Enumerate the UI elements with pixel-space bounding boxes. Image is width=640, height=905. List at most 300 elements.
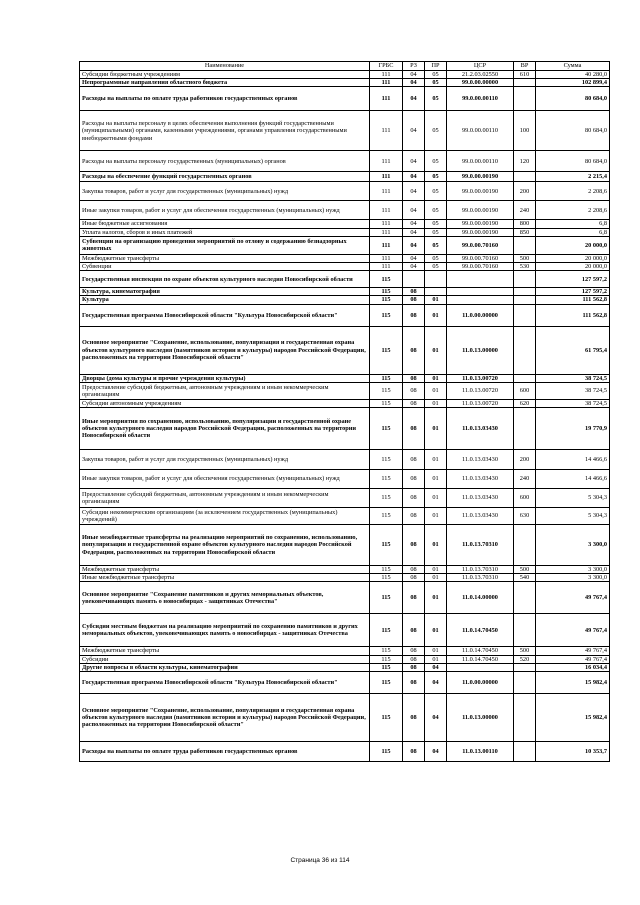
header-rz: РЗ bbox=[403, 62, 425, 71]
cell-rz: 08 bbox=[403, 374, 425, 382]
cell-name: Основное мероприятие "Сохранение, использование, популяризация и государственная охрана объектов культурного наследия (памятников истории и культуры) народов Российской Федерации, расположенных на территории Новосибирской области" bbox=[80, 694, 370, 742]
table-row bbox=[80, 374, 610, 382]
cell-vr bbox=[514, 326, 536, 374]
cell-pr: 01 bbox=[425, 296, 447, 304]
table-row bbox=[80, 672, 610, 694]
cell-sum: 3 300,0 bbox=[536, 574, 610, 582]
table-row bbox=[80, 566, 610, 574]
header-pr: ПР bbox=[425, 62, 447, 71]
cell-sum: 38 724,5 bbox=[536, 382, 610, 399]
cell-vr bbox=[514, 79, 536, 87]
cell-name: Субсидии местным бюджетам на реализацию мероприятий по сохранению памятников и других мемориальных объектов, увековечивающих память о новосибирцах - защитниках Отечества bbox=[80, 614, 370, 647]
cell-csr bbox=[447, 296, 514, 304]
header-vr: ВР bbox=[514, 62, 536, 71]
table-row bbox=[80, 450, 610, 470]
table-row bbox=[80, 79, 610, 87]
cell-rz: 08 bbox=[403, 655, 425, 663]
cell-pr: 05 bbox=[425, 254, 447, 262]
cell-name: Расходы на обеспечение функций государственных органов bbox=[80, 172, 370, 182]
table-row bbox=[80, 489, 610, 508]
cell-grbs: 111 bbox=[370, 111, 403, 151]
cell-grbs: 111 bbox=[370, 151, 403, 172]
cell-vr bbox=[514, 672, 536, 694]
table-row bbox=[80, 271, 610, 288]
cell-vr bbox=[514, 525, 536, 566]
cell-csr: 11.0.14.70450 bbox=[447, 614, 514, 647]
table-row bbox=[80, 172, 610, 182]
cell-grbs: 115 bbox=[370, 614, 403, 647]
table-header-row bbox=[80, 62, 610, 71]
cell-name: Иные межбюджетные трансферты на реализацию мероприятий по сохранению, использованию, популяризации и государственной охране объектов культурного наследия народов Российской Федерации, расположенных на территории Новосибирской области bbox=[80, 525, 370, 566]
cell-pr: 01 bbox=[425, 647, 447, 655]
cell-pr: 01 bbox=[425, 508, 447, 525]
cell-rz: 04 bbox=[403, 87, 425, 111]
table-row bbox=[80, 111, 610, 151]
budget-table bbox=[79, 61, 610, 762]
cell-csr: 11.0.13.00000 bbox=[447, 326, 514, 374]
cell-name: Культура bbox=[80, 296, 370, 304]
cell-vr bbox=[514, 271, 536, 288]
table-row bbox=[80, 288, 610, 296]
table-row bbox=[80, 220, 610, 228]
cell-rz: 08 bbox=[403, 614, 425, 647]
cell-rz: 04 bbox=[403, 71, 425, 79]
cell-csr: 99.0.00.00190 bbox=[447, 172, 514, 182]
table-row bbox=[80, 236, 610, 254]
cell-vr: 240 bbox=[514, 201, 536, 220]
table-row bbox=[80, 151, 610, 172]
cell-name: Субвенции bbox=[80, 263, 370, 271]
cell-sum: 20 000,0 bbox=[536, 263, 610, 271]
header-csr: ЦСР bbox=[447, 62, 514, 71]
table-row bbox=[80, 655, 610, 663]
cell-vr: 610 bbox=[514, 71, 536, 79]
cell-sum: 49 767,4 bbox=[536, 582, 610, 614]
cell-name: Закупка товаров, работ и услуг для государственных (муниципальных) нужд bbox=[80, 450, 370, 470]
cell-name: Государственная инспекция по охране объектов культурного наследия Новосибирской области bbox=[80, 271, 370, 288]
cell-rz: 04 bbox=[403, 263, 425, 271]
cell-pr bbox=[425, 288, 447, 296]
cell-sum: 111 562,8 bbox=[536, 304, 610, 326]
cell-name: Иные бюджетные ассигнования bbox=[80, 220, 370, 228]
cell-csr bbox=[447, 271, 514, 288]
cell-grbs: 115 bbox=[370, 663, 403, 671]
cell-csr: 11.0.13.03430 bbox=[447, 408, 514, 450]
cell-csr: 21.2.03.02550 bbox=[447, 71, 514, 79]
cell-vr: 200 bbox=[514, 450, 536, 470]
cell-sum: 16 034,4 bbox=[536, 663, 610, 671]
cell-pr: 01 bbox=[425, 574, 447, 582]
cell-csr: 11.0.13.70310 bbox=[447, 566, 514, 574]
cell-csr: 11.0.13.00720 bbox=[447, 374, 514, 382]
cell-sum: 2 208,6 bbox=[536, 201, 610, 220]
cell-rz: 08 bbox=[403, 663, 425, 671]
cell-sum: 49 767,4 bbox=[536, 655, 610, 663]
cell-csr: 99.0.00.70160 bbox=[447, 254, 514, 262]
cell-pr: 05 bbox=[425, 79, 447, 87]
cell-pr: 05 bbox=[425, 71, 447, 79]
cell-rz: 08 bbox=[403, 382, 425, 399]
cell-vr: 100 bbox=[514, 111, 536, 151]
cell-sum: 80 684,0 bbox=[536, 151, 610, 172]
cell-rz: 08 bbox=[403, 326, 425, 374]
cell-vr: 600 bbox=[514, 382, 536, 399]
header-grbs: ГРБС bbox=[370, 62, 403, 71]
cell-pr: 04 bbox=[425, 742, 447, 762]
cell-csr: 11.0.14.70450 bbox=[447, 647, 514, 655]
cell-rz: 08 bbox=[403, 399, 425, 407]
table-row bbox=[80, 399, 610, 407]
cell-grbs: 115 bbox=[370, 450, 403, 470]
cell-rz: 04 bbox=[403, 79, 425, 87]
table-row bbox=[80, 742, 610, 762]
cell-name: Основное мероприятие "Сохранение, использование, популяризация и государственная охрана объектов культурного наследия (памятников истории и культуры) народов Российской Федерации, расположенных на территории Новосибирской области" bbox=[80, 326, 370, 374]
cell-pr bbox=[425, 271, 447, 288]
cell-vr: 120 bbox=[514, 151, 536, 172]
cell-vr: 500 bbox=[514, 566, 536, 574]
table-row bbox=[80, 508, 610, 525]
cell-pr: 01 bbox=[425, 614, 447, 647]
cell-sum: 2 215,4 bbox=[536, 172, 610, 182]
cell-name: Расходы на выплаты персоналу в целях обеспечения выполнения функций государственными (муниципальными) органами, казенными учреждениями, органами управления государственными внебюджетными фондами bbox=[80, 111, 370, 151]
cell-grbs: 115 bbox=[370, 374, 403, 382]
cell-csr: 99.0.00.00190 bbox=[447, 220, 514, 228]
cell-rz: 08 bbox=[403, 470, 425, 489]
cell-name: Субсидии bbox=[80, 655, 370, 663]
cell-rz: 08 bbox=[403, 525, 425, 566]
cell-pr: 01 bbox=[425, 489, 447, 508]
cell-rz: 08 bbox=[403, 647, 425, 655]
cell-csr: 11.0.13.03430 bbox=[447, 508, 514, 525]
cell-sum: 5 304,3 bbox=[536, 508, 610, 525]
header-sum: Сумма bbox=[536, 62, 610, 71]
cell-vr: 630 bbox=[514, 508, 536, 525]
cell-sum: 49 767,4 bbox=[536, 647, 610, 655]
cell-name: Межбюджетные трансферты bbox=[80, 254, 370, 262]
cell-vr bbox=[514, 87, 536, 111]
cell-vr bbox=[514, 663, 536, 671]
cell-csr: 11.0.14.70450 bbox=[447, 655, 514, 663]
cell-rz: 04 bbox=[403, 201, 425, 220]
cell-rz: 08 bbox=[403, 288, 425, 296]
cell-pr: 04 bbox=[425, 663, 447, 671]
table-row bbox=[80, 614, 610, 647]
cell-name: Государственная программа Новосибирской области "Культура Новосибирской области" bbox=[80, 304, 370, 326]
cell-pr: 04 bbox=[425, 672, 447, 694]
cell-sum: 49 767,4 bbox=[536, 614, 610, 647]
cell-vr bbox=[514, 694, 536, 742]
cell-csr: 99.0.00.00190 bbox=[447, 201, 514, 220]
cell-pr: 01 bbox=[425, 374, 447, 382]
cell-grbs: 115 bbox=[370, 288, 403, 296]
cell-csr: 11.0.13.00110 bbox=[447, 742, 514, 762]
cell-csr: 11.0.13.00720 bbox=[447, 382, 514, 399]
cell-grbs: 115 bbox=[370, 672, 403, 694]
table-row bbox=[80, 87, 610, 111]
table-row bbox=[80, 647, 610, 655]
cell-csr: 11.0.13.03430 bbox=[447, 489, 514, 508]
cell-grbs: 115 bbox=[370, 382, 403, 399]
cell-csr: 11.0.00.00000 bbox=[447, 672, 514, 694]
cell-rz: 08 bbox=[403, 574, 425, 582]
cell-grbs: 111 bbox=[370, 172, 403, 182]
cell-pr: 01 bbox=[425, 566, 447, 574]
cell-vr: 500 bbox=[514, 254, 536, 262]
cell-rz: 04 bbox=[403, 182, 425, 201]
cell-name: Предоставление субсидий бюджетным, автономным учреждениям и иным некоммерческим организациям bbox=[80, 489, 370, 508]
table-row bbox=[80, 582, 610, 614]
header-name: Наименование bbox=[80, 62, 370, 71]
cell-name: Иные межбюджетные трансферты bbox=[80, 574, 370, 582]
cell-grbs: 115 bbox=[370, 742, 403, 762]
table-row bbox=[80, 663, 610, 671]
cell-csr: 11.0.14.00000 bbox=[447, 582, 514, 614]
cell-csr: 99.0.00.70160 bbox=[447, 263, 514, 271]
cell-pr: 05 bbox=[425, 228, 447, 236]
cell-pr: 05 bbox=[425, 87, 447, 111]
table-row bbox=[80, 296, 610, 304]
cell-name: Другие вопросы в области культуры, кинематографии bbox=[80, 663, 370, 671]
cell-pr: 04 bbox=[425, 694, 447, 742]
cell-name: Иные закупки товаров, работ и услуг для обеспечения государственных (муниципальных) нужд bbox=[80, 201, 370, 220]
cell-rz: 08 bbox=[403, 296, 425, 304]
cell-grbs: 115 bbox=[370, 525, 403, 566]
cell-pr: 01 bbox=[425, 655, 447, 663]
cell-name: Субвенции на организацию проведения мероприятий по отлову и содержанию безнадзорных животных bbox=[80, 236, 370, 254]
cell-rz: 08 bbox=[403, 694, 425, 742]
cell-rz bbox=[403, 271, 425, 288]
cell-sum: 10 353,7 bbox=[536, 742, 610, 762]
cell-rz: 04 bbox=[403, 254, 425, 262]
cell-rz: 08 bbox=[403, 582, 425, 614]
table-row bbox=[80, 574, 610, 582]
cell-grbs: 115 bbox=[370, 489, 403, 508]
cell-grbs: 115 bbox=[370, 655, 403, 663]
cell-rz: 08 bbox=[403, 304, 425, 326]
cell-csr: 11.0.13.03430 bbox=[447, 450, 514, 470]
cell-grbs: 115 bbox=[370, 296, 403, 304]
cell-csr bbox=[447, 663, 514, 671]
cell-csr: 99.0.00.00190 bbox=[447, 228, 514, 236]
cell-pr: 05 bbox=[425, 236, 447, 254]
cell-name: Расходы на выплаты по оплате труда работников государственных органов bbox=[80, 87, 370, 111]
cell-vr bbox=[514, 742, 536, 762]
cell-grbs: 111 bbox=[370, 263, 403, 271]
cell-pr: 05 bbox=[425, 182, 447, 201]
cell-rz: 08 bbox=[403, 489, 425, 508]
cell-sum: 5 304,3 bbox=[536, 489, 610, 508]
cell-name: Иные закупки товаров, работ и услуг для обеспечения государственных (муниципальных) нужд bbox=[80, 470, 370, 489]
cell-pr: 01 bbox=[425, 382, 447, 399]
cell-pr: 05 bbox=[425, 220, 447, 228]
cell-sum: 3 300,0 bbox=[536, 525, 610, 566]
cell-grbs: 115 bbox=[370, 508, 403, 525]
cell-pr: 05 bbox=[425, 172, 447, 182]
cell-pr: 01 bbox=[425, 408, 447, 450]
table-row bbox=[80, 382, 610, 399]
cell-rz: 08 bbox=[403, 742, 425, 762]
table-row bbox=[80, 304, 610, 326]
cell-grbs: 115 bbox=[370, 566, 403, 574]
cell-vr bbox=[514, 296, 536, 304]
cell-name: Субсидии автономным учреждениям bbox=[80, 399, 370, 407]
cell-sum: 14 466,6 bbox=[536, 450, 610, 470]
table-row bbox=[80, 525, 610, 566]
cell-rz: 08 bbox=[403, 408, 425, 450]
table-row bbox=[80, 182, 610, 201]
cell-sum: 14 466,6 bbox=[536, 470, 610, 489]
table-row bbox=[80, 201, 610, 220]
table-row bbox=[80, 228, 610, 236]
cell-rz: 08 bbox=[403, 672, 425, 694]
cell-sum: 15 982,4 bbox=[536, 694, 610, 742]
cell-vr: 620 bbox=[514, 399, 536, 407]
cell-vr bbox=[514, 288, 536, 296]
cell-sum: 15 982,4 bbox=[536, 672, 610, 694]
cell-grbs: 115 bbox=[370, 326, 403, 374]
cell-grbs: 115 bbox=[370, 408, 403, 450]
cell-pr: 01 bbox=[425, 304, 447, 326]
cell-sum: 2 208,6 bbox=[536, 182, 610, 201]
cell-pr: 01 bbox=[425, 582, 447, 614]
cell-pr: 05 bbox=[425, 201, 447, 220]
cell-rz: 04 bbox=[403, 151, 425, 172]
cell-vr: 540 bbox=[514, 574, 536, 582]
cell-pr: 01 bbox=[425, 470, 447, 489]
cell-name: Дворцы (дома культуры и прочие учреждения культуры) bbox=[80, 374, 370, 382]
cell-grbs: 111 bbox=[370, 182, 403, 201]
cell-grbs: 115 bbox=[370, 647, 403, 655]
table-row bbox=[80, 694, 610, 742]
cell-rz: 04 bbox=[403, 172, 425, 182]
cell-name: Уплата налогов, сборов и иных платежей bbox=[80, 228, 370, 236]
cell-vr bbox=[514, 408, 536, 450]
cell-vr bbox=[514, 582, 536, 614]
cell-grbs: 111 bbox=[370, 220, 403, 228]
cell-grbs: 115 bbox=[370, 582, 403, 614]
cell-grbs: 115 bbox=[370, 399, 403, 407]
cell-vr: 240 bbox=[514, 470, 536, 489]
cell-vr: 800 bbox=[514, 220, 536, 228]
cell-name: Субсидии некоммерческим организациям (за исключением государственных (муниципальных) учреждений) bbox=[80, 508, 370, 525]
cell-sum: 19 770,9 bbox=[536, 408, 610, 450]
cell-grbs: 115 bbox=[370, 694, 403, 742]
cell-vr: 200 bbox=[514, 182, 536, 201]
cell-sum: 20 000,0 bbox=[536, 254, 610, 262]
cell-name: Межбюджетные трансферты bbox=[80, 566, 370, 574]
cell-name: Расходы на выплаты по оплате труда работников государственных органов bbox=[80, 742, 370, 762]
document-page bbox=[79, 61, 609, 762]
cell-sum: 40 280,0 bbox=[536, 71, 610, 79]
cell-vr bbox=[514, 304, 536, 326]
cell-sum: 127 597,2 bbox=[536, 271, 610, 288]
cell-grbs: 111 bbox=[370, 236, 403, 254]
cell-csr: 99.0.00.00110 bbox=[447, 87, 514, 111]
cell-sum: 6,8 bbox=[536, 220, 610, 228]
cell-csr: 99.0.00.00000 bbox=[447, 79, 514, 87]
cell-sum: 102 899,4 bbox=[536, 79, 610, 87]
cell-name: Культура, кинематография bbox=[80, 288, 370, 296]
cell-pr: 05 bbox=[425, 111, 447, 151]
cell-rz: 08 bbox=[403, 508, 425, 525]
cell-grbs: 115 bbox=[370, 574, 403, 582]
cell-rz: 04 bbox=[403, 236, 425, 254]
cell-grbs: 111 bbox=[370, 201, 403, 220]
cell-vr bbox=[514, 236, 536, 254]
cell-vr bbox=[514, 172, 536, 182]
cell-csr: 99.0.00.00190 bbox=[447, 182, 514, 201]
table-body bbox=[80, 71, 610, 762]
cell-pr: 05 bbox=[425, 151, 447, 172]
cell-pr: 05 bbox=[425, 263, 447, 271]
cell-rz: 08 bbox=[403, 566, 425, 574]
cell-csr: 99.0.00.00110 bbox=[447, 111, 514, 151]
cell-rz: 08 bbox=[403, 450, 425, 470]
table-row bbox=[80, 263, 610, 271]
cell-csr: 99.0.00.00110 bbox=[447, 151, 514, 172]
cell-csr: 11.0.13.03430 bbox=[447, 470, 514, 489]
cell-vr bbox=[514, 614, 536, 647]
cell-csr: 99.0.00.70160 bbox=[447, 236, 514, 254]
cell-sum: 127 597,2 bbox=[536, 288, 610, 296]
cell-name: Предоставление субсидий бюджетным, автономным учреждениям и иным некоммерческим организациям bbox=[80, 382, 370, 399]
cell-csr: 11.0.13.00720 bbox=[447, 399, 514, 407]
table-row bbox=[80, 254, 610, 262]
cell-sum: 80 684,0 bbox=[536, 87, 610, 111]
cell-grbs: 111 bbox=[370, 87, 403, 111]
cell-pr: 01 bbox=[425, 326, 447, 374]
cell-vr: 530 bbox=[514, 263, 536, 271]
cell-sum: 38 724,5 bbox=[536, 399, 610, 407]
cell-grbs: 111 bbox=[370, 228, 403, 236]
table-row bbox=[80, 71, 610, 79]
cell-vr: 520 bbox=[514, 655, 536, 663]
cell-sum: 6,8 bbox=[536, 228, 610, 236]
cell-grbs: 111 bbox=[370, 254, 403, 262]
cell-csr: 11.0.13.00000 bbox=[447, 694, 514, 742]
cell-name: Государственная программа Новосибирской области "Культура Новосибирской области" bbox=[80, 672, 370, 694]
cell-csr: 11.0.00.00000 bbox=[447, 304, 514, 326]
page-number: Страница 36 из 114 bbox=[290, 857, 350, 864]
cell-vr: 600 bbox=[514, 489, 536, 508]
cell-name: Расходы на выплаты персоналу государственных (муниципальных) органов bbox=[80, 151, 370, 172]
cell-name: Закупка товаров, работ и услуг для государственных (муниципальных) нужд bbox=[80, 182, 370, 201]
cell-grbs: 115 bbox=[370, 271, 403, 288]
cell-csr bbox=[447, 288, 514, 296]
cell-csr: 11.0.13.70310 bbox=[447, 574, 514, 582]
cell-grbs: 115 bbox=[370, 470, 403, 489]
cell-sum: 3 300,0 bbox=[536, 566, 610, 574]
cell-pr: 01 bbox=[425, 399, 447, 407]
cell-pr: 01 bbox=[425, 525, 447, 566]
cell-vr bbox=[514, 374, 536, 382]
cell-vr: 850 bbox=[514, 228, 536, 236]
cell-name: Непрограммные направления областного бюджета bbox=[80, 79, 370, 87]
cell-name: Субсидии бюджетным учреждениям bbox=[80, 71, 370, 79]
cell-sum: 20 000,0 bbox=[536, 236, 610, 254]
cell-rz: 04 bbox=[403, 228, 425, 236]
table-row bbox=[80, 470, 610, 489]
cell-vr: 500 bbox=[514, 647, 536, 655]
cell-rz: 04 bbox=[403, 111, 425, 151]
cell-grbs: 111 bbox=[370, 71, 403, 79]
cell-grbs: 115 bbox=[370, 304, 403, 326]
cell-sum: 80 684,0 bbox=[536, 111, 610, 151]
cell-grbs: 111 bbox=[370, 79, 403, 87]
cell-name: Иные мероприятия по сохранению, использованию, популяризации и государственной охране объектов культурного наследия народов Российской Федерации, расположенных на территории Новосибирской области bbox=[80, 408, 370, 450]
cell-name: Основное мероприятие "Сохранение памятников и других мемориальных объектов, увековечивающих память о новосибирцах - защитниках Отечества" bbox=[80, 582, 370, 614]
cell-name: Межбюджетные трансферты bbox=[80, 647, 370, 655]
